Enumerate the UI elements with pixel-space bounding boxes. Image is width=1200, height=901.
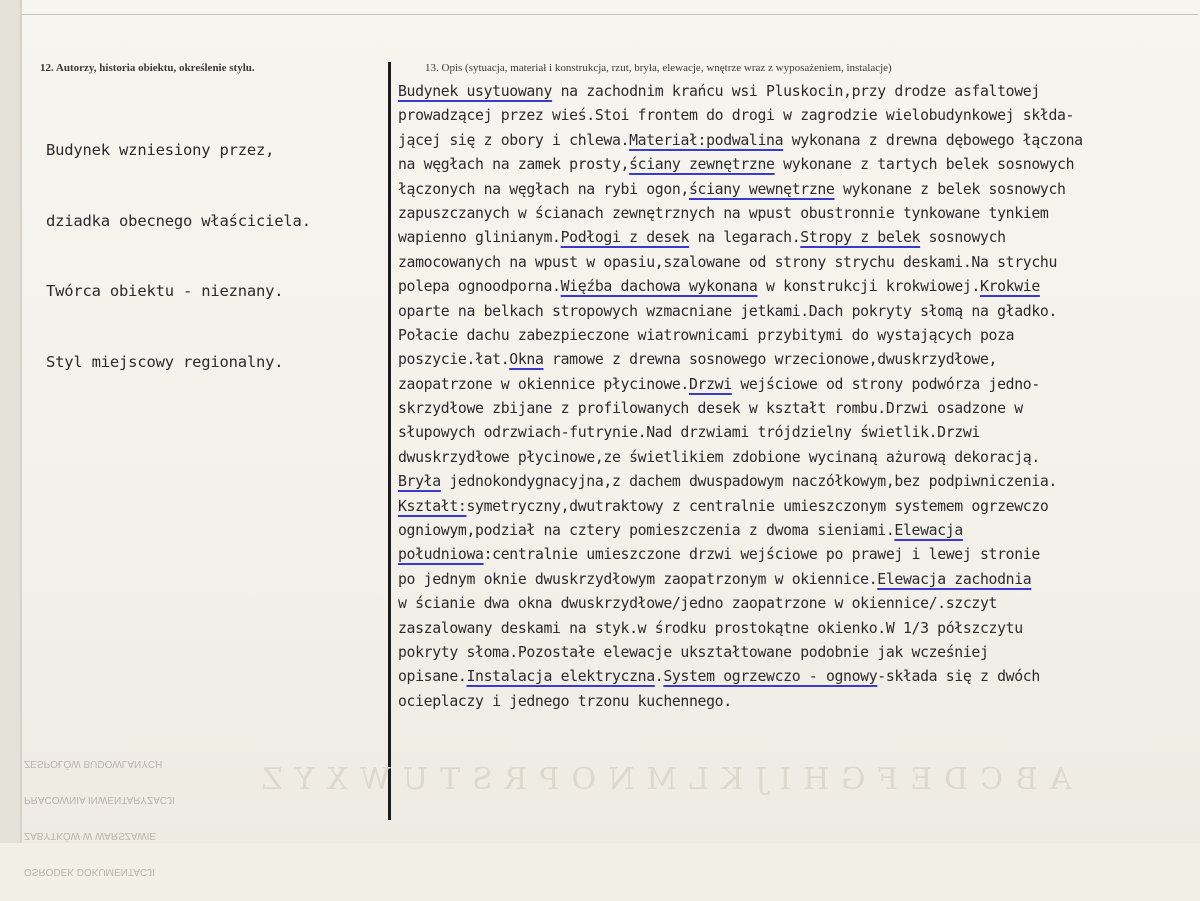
text-segment: wykonana z drewna dębowego łączona (783, 131, 1083, 149)
text-segment: zaszalowany deskami na styk.w środku prostokątne okienko.W 1/3 półszczytu (398, 619, 1023, 637)
text-segment: na legarach. (689, 229, 801, 247)
section-12-line: Budynek wzniesiony przez, (46, 141, 275, 159)
section-13-line (398, 373, 1178, 397)
section-13-line (398, 519, 1178, 543)
text-segment: na zachodnim krańcu wsi Pluskocin,przy drodze asfaltowej (552, 83, 1040, 100)
underlined-term: Instalacja elektryczna (466, 668, 655, 686)
top-rule (22, 0, 1198, 15)
stamp-line: PRACOWNIA INWENTARYZACJI (24, 794, 175, 805)
section-13-line (398, 80, 1178, 104)
underlined-term: Więźba dachowa wykonana (560, 278, 758, 296)
text-segment: oparte na belkach stropowych wzmacniane jetkami.Dach pokryty słomą na gładko. (398, 302, 1058, 320)
section-12-heading: 12. Autorzy, historia obiektu, określenie stylu. (40, 62, 255, 74)
text-segment: :centralnie umieszczone drzwi wejściowe po prawej i lewej stronie (483, 546, 1040, 564)
section-12-body (46, 92, 311, 398)
section-13-line (398, 251, 1178, 275)
text-segment: ogniowym,podział na cztery pomieszczenia z dwoma sieniami. (398, 522, 895, 540)
section-12-line: Twórca obiektu - nieznany. (46, 282, 284, 300)
underlined-term: Budynek usytuowany (398, 83, 553, 100)
section-12-line: Styl miejscowy regionalny. (46, 352, 284, 371)
text-segment: wykonane z belek sosnowych (834, 180, 1066, 198)
underlined-term: Drzwi (689, 375, 732, 393)
text-segment: jącej się z obory i chlewa. (398, 131, 630, 149)
section-13-heading: 13. Opis (sytuacja, materiał i konstrukcja, rzut, bryła, elewacje, wnętrze wraz z wyposażeniem, instalacje) (425, 62, 892, 74)
text-segment: po jednym oknie dwuskrzydłowym zaopatrzonym w okiennice. (398, 570, 878, 588)
text-segment: na węgłach na zamek prosty, (398, 156, 630, 174)
section-13-line (398, 104, 1178, 128)
text-segment: -składa się z dwóch (877, 668, 1040, 686)
underlined-term: Elewacja zachodnia (877, 570, 1032, 588)
section-13-line (398, 324, 1178, 348)
scan-edge (0, 0, 20, 843)
text-segment: . (654, 668, 664, 686)
underlined-term: Okna (509, 351, 544, 369)
text-segment: łączonych na węgłach na rybi ogon, (398, 180, 689, 198)
underlined-term: południowa (398, 546, 484, 564)
section-13-line (398, 495, 1178, 519)
underlined-term: System ogrzewczo - ognowy (663, 668, 878, 686)
text-segment: słupowych odrzwiach-futrynie.Nad drzwiami trójdzielny świetlik.Drzwi (398, 424, 980, 442)
section-13-line (398, 300, 1178, 324)
section-13-line (398, 568, 1178, 592)
section-13-line (398, 348, 1178, 372)
text-segment: prowadzącej przez wieś.Stoi frontem do drogi w zagrodzie wielobudynkowej skłda- (398, 107, 1075, 125)
stamp-line: ZABYTKÓW W WARSZAWIE (24, 830, 157, 841)
underlined-term: Bryła (398, 473, 441, 491)
section-13-body (398, 80, 1178, 714)
section-13-line (398, 665, 1178, 689)
column-divider (388, 62, 391, 820)
text-segment: skrzydłowe zbijane z profilowanych desek w kształt rombu.Drzwi osadzone w (398, 400, 1023, 418)
text-segment: ocieplaczy i jednego trzonu kuchennego. (398, 692, 732, 710)
text-segment: dwuskrzydłowe płycinowe,ze świetlikiem zdobione wycinaną ażurową dekoracją. (398, 448, 1040, 466)
text-segment: Połacie dachu zabezpieczone wiatrownicami przybitymi do wystających poza (398, 326, 1015, 344)
text-segment: sosnowych (920, 229, 1006, 247)
section-13-line (398, 397, 1178, 421)
underlined-term: Elewacja (894, 522, 963, 540)
stamp-line: ZESPOŁÓW BUDOWLANYCH (24, 758, 163, 769)
underlined-term: Kształt: (398, 497, 467, 515)
section-13-line (398, 641, 1178, 665)
section-13-line (398, 446, 1178, 470)
section-13-line (398, 690, 1178, 714)
text-segment: ramowe z drewna sosnowego wrzecionowe,dwuskrzydłowe, (543, 351, 998, 369)
text-segment: zapuszczanych w ścianach zewnętrznych na wpust obustronnie tynkowane tynkiem (398, 204, 1049, 222)
section-13-line (398, 421, 1178, 445)
text-segment: zaopatrzone w okiennice płycinowe. (398, 375, 689, 393)
text-segment: wejściowe od strony podwórza jedno- (731, 375, 1040, 393)
underlined-term: Materiał:podwalina (629, 131, 784, 149)
section-13-line (398, 617, 1178, 641)
text-segment: opisane. (398, 668, 467, 686)
section-13-line (398, 178, 1178, 202)
underlined-term: Stropy z belek (800, 229, 921, 247)
text-segment: jednokondygnacyjna,z dachem dwuspadowym naczółkowym,bez podpiwniczenia. (440, 473, 1058, 491)
stamp-line: OSRODEK DOKUMENTACJI (24, 866, 155, 877)
section-13-line (398, 153, 1178, 177)
faded-stamp-mirror (24, 745, 239, 901)
section-13-line (398, 470, 1178, 494)
text-segment: pokryty słoma.Pozostałe elewacje ukształtowane podobnie jak wcześniej (398, 643, 989, 661)
text-segment: wykonane z tartych belek sosnowych (774, 156, 1075, 174)
underlined-term: Krokwie (980, 278, 1040, 296)
underlined-term: ściany wewnętrzne (689, 180, 835, 198)
section-13-line (398, 592, 1178, 616)
section-13-line (398, 202, 1178, 226)
section-13-line (398, 275, 1178, 299)
text-segment: polepa ognoodporna. (398, 278, 561, 296)
faded-alphabet-mirror: ABCDEFGHIJKLMNOPRSTUWXYZ (250, 762, 1072, 797)
text-segment: symetryczny,dwutraktowy z centralnie umieszczonym systemem ogrzewczo (466, 497, 1049, 515)
section-13-line (398, 129, 1178, 153)
text-segment: poszycie.łat. (398, 351, 510, 369)
underlined-term: ściany zewnętrzne (629, 156, 775, 174)
text-segment: w ścianie dwa okna dwuskrzydłowe/jedno zaopatrzone w okiennice/.szczyt (398, 595, 998, 613)
text-segment: wapienno glinianym. (398, 229, 561, 247)
section-13-line (398, 543, 1178, 567)
text-segment: zamocowanych na wpust w opasiu,szalowane od strony strychu deskami.Na strychu (398, 253, 1058, 271)
section-13-line (398, 226, 1178, 250)
underlined-term: Podłogi z desek (560, 229, 690, 247)
text-segment: w konstrukcji krokwiowej. (757, 278, 981, 296)
section-12-line: dziadka obecnego właściciela. (46, 211, 311, 230)
